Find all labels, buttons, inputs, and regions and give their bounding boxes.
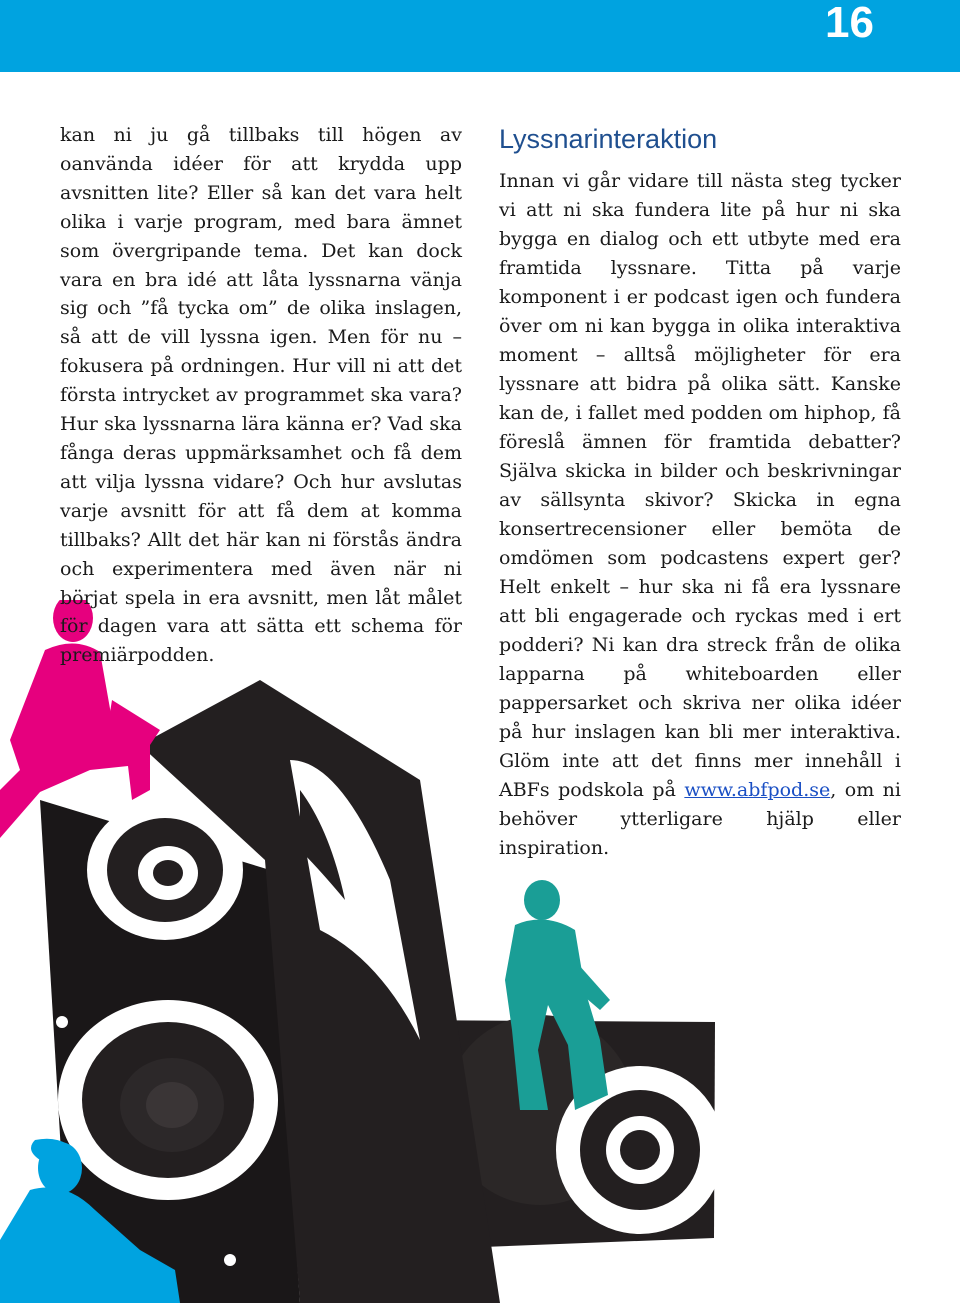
left-column [60, 121, 462, 670]
right-body-text [499, 167, 901, 863]
left-body-text: kan ni ju gå tillbaks till högen av oanvända idéer för att krydda upp avsnitten lite? Eller så kan det vara helt olika i varje program, med bara ämnet som övergripande tema. Det kan dock vara en bra idé att låta lyssnarna vänja sig och ”få tycka om” de olika inslagen, så att de vill lyssna igen. Men för nu – fokusera på ordningen. Hur vill ni att det första intrycket av programmet ska vara? Hur ska lyssnarna lära känna er? Vad ska fånga deras uppmärksamhet och få dem att vilja lyssna vidare? Och hur avslutas varje avsnitt för att få dem at komma tillbaks? Allt det här kan ni förstås ändra och experimentera med även när ni börjat spela in era avsnitt, men låt målet för dagen vara att sätta ett schema för premiärpodden. [60, 124, 462, 667]
abfpod-link[interactable]: www.abfpod.se [684, 779, 831, 801]
big-speaker [40, 680, 500, 1303]
page-number: 16 [825, 0, 874, 47]
section-heading: Lyssnarinteraktion [499, 124, 718, 154]
right-text-part-2: , om ni behöver ytterligare hjälp eller inspiration. [499, 779, 901, 859]
header-bar [0, 0, 960, 72]
right-text-part-1: Innan vi går vidare till nästa steg tycker vi att ni ska fundera lite på hur ni ska bygga en dialog och ett utbyte med era framtida lyssnare. Titta på varje komponent i er podcast igen och fundera över om ni kan bygga in olika interaktiva moment – alltså möjligheter för era lyssnare att bidra på olika sätt. Kanske kan de, i fallet med podden om hiphop, få föreslå ämnen för framtida debatter? Själva skicka in bilder och beskrivningar av sällsynta skivor? Skicka in egna konsertrecensioner eller bemöta de omdömen som podcastens expert ger? Helt enkelt – hur ska ni få era lyssnare att bli engagerade och ryckas med i ert podderi? Ni kan dra streck från de olika lapparna på whiteboarden eller pappersarket och skriva ner olika idéer på hur inslagen kan bli mer interaktiva. Glöm inte att det finns mer innehåll i ABFs podskola på [499, 170, 901, 801]
right-column [499, 121, 901, 863]
